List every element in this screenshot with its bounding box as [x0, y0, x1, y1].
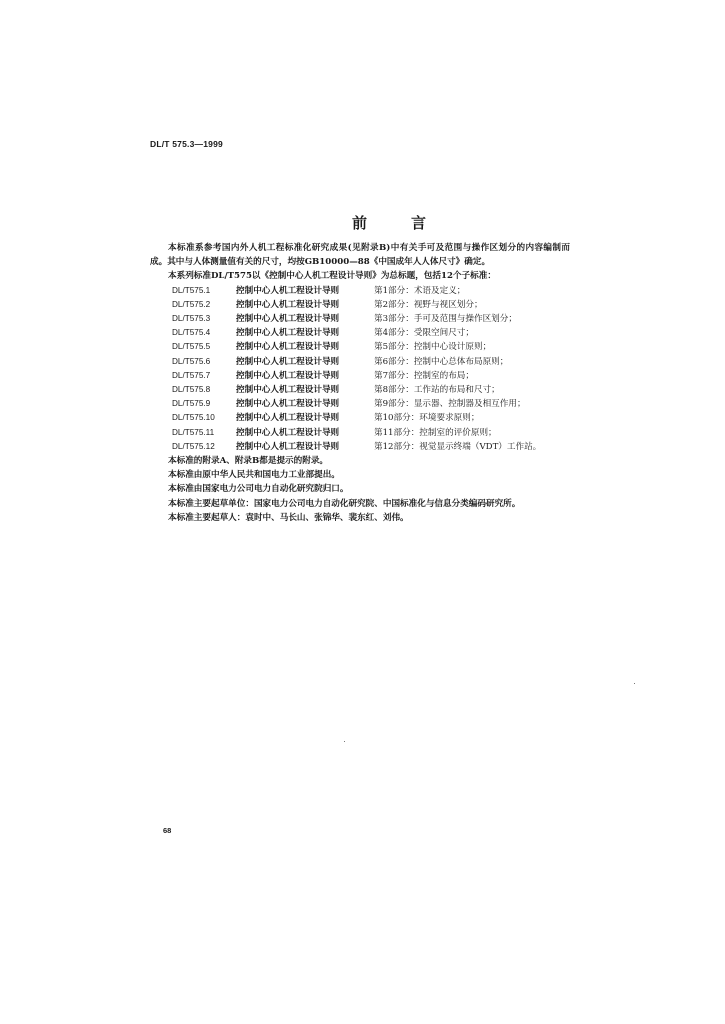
list-item: [150, 355, 570, 369]
standard-title: 控制中心人机工程设计导则: [236, 299, 340, 310]
standard-title: 控制中心人机工程设计导则: [236, 356, 340, 367]
foreword-paragraph-proposer: 本标准由原中华人民共和国电力工业部提出。: [168, 470, 340, 481]
foreword-paragraph-appendix: 本标准的附录A、附录B都是提示的附录。: [168, 456, 329, 467]
standard-title: 控制中心人机工程设计导则: [236, 385, 340, 396]
list-item: [150, 326, 570, 340]
standard-code: DL/T575.7: [172, 370, 211, 380]
standard-code: DL/T575.1: [172, 285, 211, 295]
standard-part: 第1部分：术语及定义；: [374, 285, 466, 296]
standard-code: DL/T575.4: [172, 328, 211, 338]
standard-part: 第8部分：工作站的布局和尺寸；: [374, 385, 500, 396]
standard-code: DL/T575.12: [172, 441, 215, 451]
standard-code: DL/T575.10: [172, 413, 215, 423]
list-item: [150, 426, 570, 440]
list-item: [150, 298, 570, 312]
list-item: [150, 312, 570, 326]
standard-code: DL/T575.11: [172, 427, 215, 437]
standard-part: 第4部分：受限空间尺寸；: [374, 328, 474, 339]
standard-title: 控制中心人机工程设计导则: [236, 413, 340, 424]
list-item: [150, 369, 570, 383]
list-item: [150, 284, 570, 298]
standard-code: DL/T575.9: [172, 399, 211, 409]
foreword-paragraph-administrator: 本标准由国家电力公司电力自动化研究院归口。: [168, 484, 349, 495]
standard-code: DL/T575.6: [172, 356, 211, 366]
list-item: [150, 440, 570, 454]
standard-title: 控制中心人机工程设计导则: [236, 342, 340, 353]
standard-code-header: DL/T 575.3—1999: [150, 139, 223, 149]
standard-code: DL/T575.3: [172, 314, 211, 324]
foreword-paragraph-series: 本系列标准DL/T575以《控制中心人机工程设计导则》为总标题，包括12个子标准：: [168, 271, 496, 282]
standard-title: 控制中心人机工程设计导则: [236, 370, 340, 381]
standard-part: 第6部分：控制中心总体布局原则；: [374, 356, 509, 367]
list-item: [150, 397, 570, 411]
standard-title: 控制中心人机工程设计导则: [236, 441, 340, 452]
standard-part: 第7部分：控制室的布局；: [374, 370, 474, 381]
scan-speck: [634, 683, 635, 684]
standard-code: DL/T575.8: [172, 385, 211, 395]
foreword-paragraph-drafters: 本标准主要起草人：袁时中、马长山、张锦华、裴东红、刘伟。: [168, 512, 409, 523]
standard-title: 控制中心人机工程设计导则: [236, 427, 340, 438]
list-item: [150, 340, 570, 354]
scan-speck: [344, 741, 345, 742]
standard-part: 第2部分：视野与视区划分；: [374, 299, 483, 310]
standard-part: 第12部分：视觉显示终端（VDT）工作站。: [374, 441, 542, 452]
sub-standard-list: [150, 284, 570, 454]
standard-part: 第9部分：显示器、控制器及相互作用；: [374, 399, 526, 410]
standard-title: 控制中心人机工程设计导则: [236, 314, 340, 325]
standard-part: 第3部分：手可及范围与操作区划分；: [374, 314, 517, 325]
page-title: 前言: [352, 214, 471, 232]
standard-part: 第5部分：控制中心设计原则；: [374, 342, 492, 353]
foreword-paragraph-drafting-units: 本标准主要起草单位：国家电力公司电力自动化研究院、中国标准化与信息分类编码研究所。: [168, 498, 521, 509]
standard-title: 控制中心人机工程设计导则: [236, 399, 340, 410]
list-item: [150, 383, 570, 397]
foreword-body: [150, 241, 570, 525]
list-item: [150, 411, 570, 425]
standard-code: DL/T575.2: [172, 299, 211, 309]
standard-title: 控制中心人机工程设计导则: [236, 328, 340, 339]
foreword-paragraph-intro: 本标准系参考国内外人机工程标准化研究成果(见附录B)中有关手可及范围与操作区划分的内容编制而成。其中与人体测量值有关的尺寸，均按GB10000—88《中国成年人人体尺寸》确定。: [150, 243, 570, 268]
standard-title: 控制中心人机工程设计导则: [236, 285, 340, 296]
standard-part: 第10部分：环境要求原则；: [374, 413, 480, 424]
standard-code: DL/T575.5: [172, 342, 211, 352]
page-number: 68: [163, 826, 172, 835]
standard-part: 第11部分：控制室的评价原则；: [374, 427, 497, 438]
